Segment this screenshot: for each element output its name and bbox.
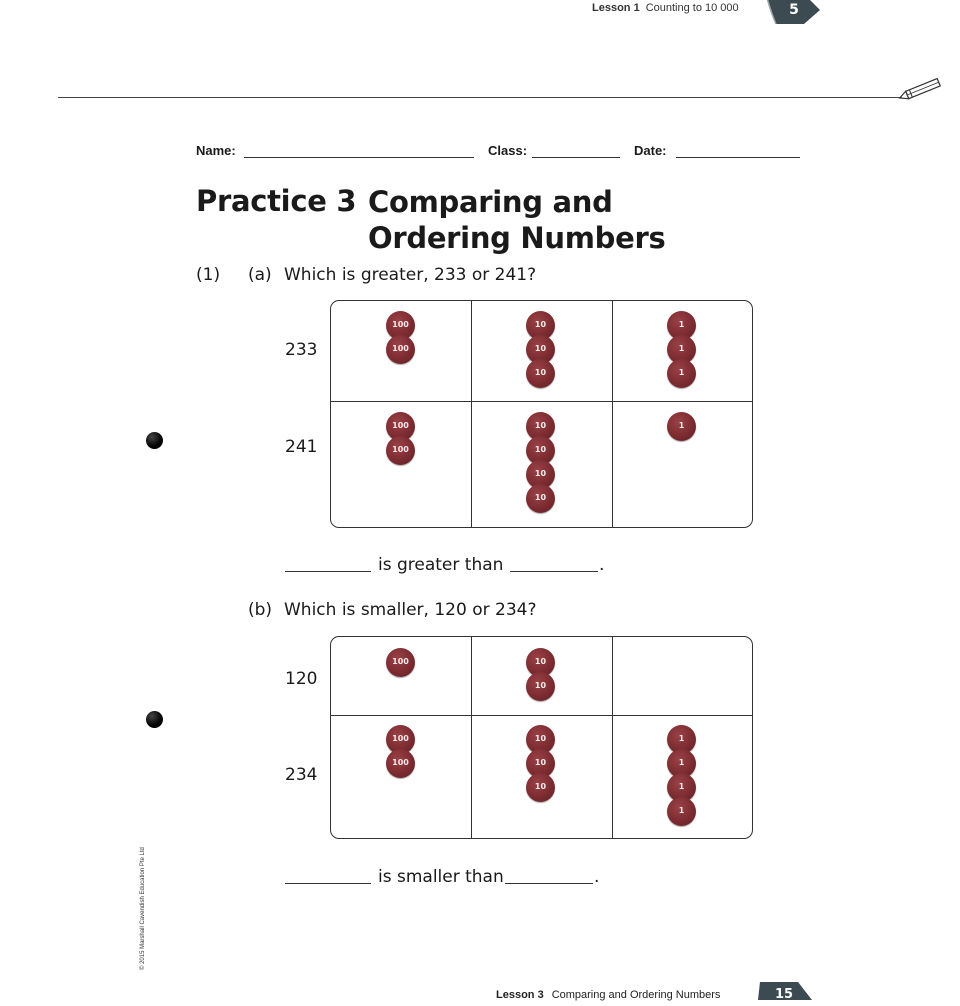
column-divider	[612, 637, 613, 838]
place-value-table-b	[330, 636, 753, 839]
place-value-table-a	[330, 300, 753, 528]
punch-hole	[146, 432, 163, 449]
footer-page-number: 15	[774, 987, 794, 1002]
disc-value: 100	[392, 344, 409, 353]
pencil-icon	[896, 76, 948, 106]
part-b-label: (b)	[248, 600, 273, 620]
disc-value: 10	[534, 657, 547, 666]
ones-disc	[667, 797, 696, 826]
disc-value: 1	[678, 320, 685, 329]
disc-value: 10	[534, 758, 547, 767]
part-a-question: Which is greater, 233 or 241?	[284, 265, 537, 285]
disc-value: 100	[392, 758, 409, 767]
answer-blank[interactable]	[285, 571, 371, 572]
hundreds-disc	[386, 436, 415, 465]
disc-value: 10	[534, 445, 547, 454]
answer-b-text: is smaller than	[378, 867, 504, 887]
row-label: 234	[285, 765, 318, 785]
disc-value: 1	[678, 806, 685, 815]
date-label: Date:	[634, 143, 667, 158]
name-field[interactable]	[244, 157, 474, 158]
disc-value: 10	[534, 344, 547, 353]
hundreds-disc	[386, 648, 415, 677]
ones-disc	[667, 359, 696, 388]
tens-disc	[526, 672, 555, 701]
disc-value: 100	[392, 657, 409, 666]
answer-a-text: is greater than	[378, 555, 504, 575]
disc-value: 1	[678, 758, 685, 767]
disc-value: 10	[534, 320, 547, 329]
disc-value: 1	[678, 368, 685, 377]
row-divider	[331, 401, 752, 402]
part-b-question: Which is smaller, 120 or 234?	[284, 600, 537, 620]
answer-blank[interactable]	[505, 883, 593, 884]
hundreds-disc	[386, 749, 415, 778]
header-lesson-title: Counting to 10 000	[645, 2, 739, 14]
answer-blank[interactable]	[285, 883, 371, 884]
footer-lesson-label: Lesson 3	[496, 989, 544, 1001]
answer-blank[interactable]	[510, 571, 598, 572]
column-divider	[471, 637, 472, 838]
disc-value: 10	[534, 681, 547, 690]
part-a-label: (a)	[248, 265, 272, 285]
tens-disc	[526, 773, 555, 802]
disc-value: 10	[534, 734, 547, 743]
footer-page-badge	[756, 980, 816, 1006]
footer-lesson-title: Comparing and Ordering Numbers	[551, 989, 721, 1001]
row-label: 233	[285, 340, 318, 360]
answer-b-period: .	[594, 867, 600, 887]
answer-a-period: .	[599, 555, 605, 575]
header-rule	[58, 97, 900, 98]
header-page-badge	[764, 0, 824, 30]
hundreds-disc	[386, 335, 415, 364]
disc-value: 100	[392, 421, 409, 430]
footer-lesson	[496, 989, 720, 1001]
row-label: 241	[285, 437, 318, 457]
disc-value: 10	[534, 469, 547, 478]
disc-value: 100	[392, 734, 409, 743]
header-lesson	[592, 2, 739, 14]
page-title: Comparing and Ordering Numbers	[368, 185, 666, 255]
question-number: (1)	[196, 265, 221, 285]
tens-disc	[526, 359, 555, 388]
disc-value: 1	[678, 421, 685, 430]
practice-number: Practice 3	[196, 184, 357, 218]
column-divider	[471, 301, 472, 527]
disc-value: 1	[678, 734, 685, 743]
student-info-line	[196, 143, 806, 161]
disc-value: 10	[534, 493, 547, 502]
disc-value: 10	[534, 421, 547, 430]
disc-value: 100	[392, 445, 409, 454]
row-divider	[331, 715, 752, 716]
tens-disc	[526, 484, 555, 513]
punch-hole	[146, 711, 163, 728]
ones-disc	[667, 412, 696, 441]
disc-value: 10	[534, 782, 547, 791]
class-field[interactable]	[532, 157, 620, 158]
copyright-notice: © 2015 Marshall Cavendish Education Pte Ltd	[140, 847, 146, 970]
disc-value: 1	[678, 782, 685, 791]
header-page-number: 5	[789, 2, 799, 18]
row-label: 120	[285, 669, 318, 689]
column-divider	[612, 301, 613, 527]
class-label: Class:	[488, 143, 528, 158]
name-label: Name:	[196, 143, 236, 158]
disc-value: 1	[678, 344, 685, 353]
date-field[interactable]	[676, 157, 800, 158]
disc-value: 10	[534, 368, 547, 377]
header-lesson-label: Lesson 1	[592, 2, 640, 14]
disc-value: 100	[392, 320, 409, 329]
